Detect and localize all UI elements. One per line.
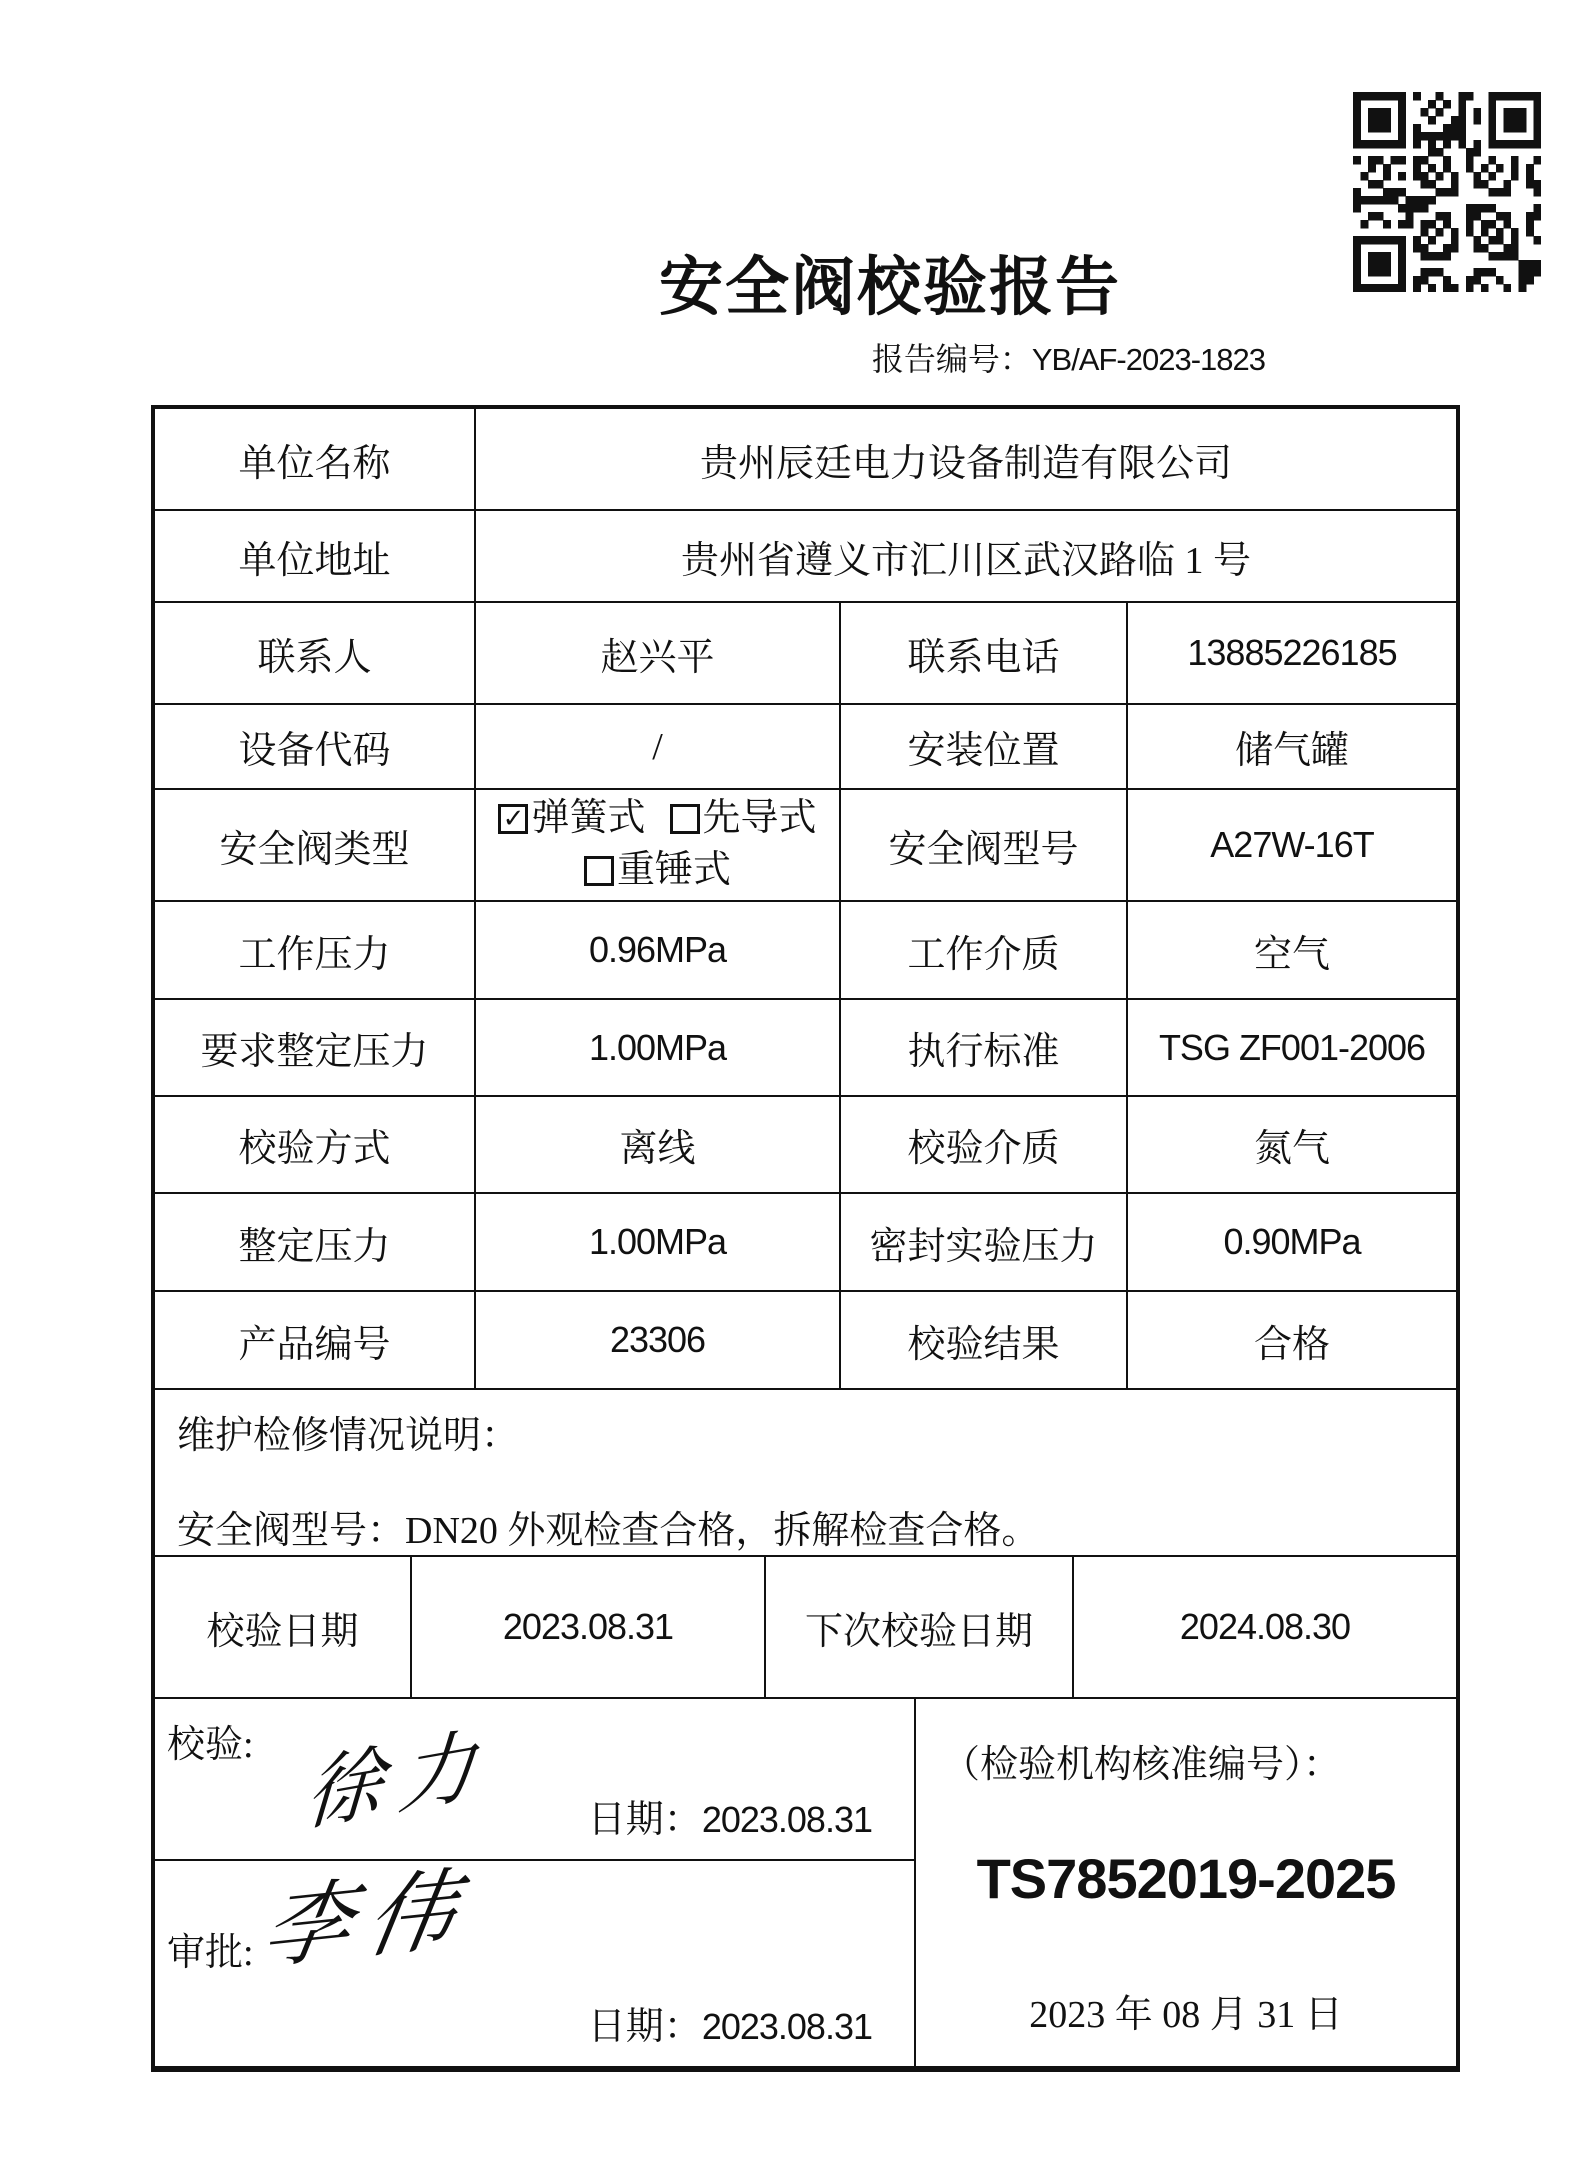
org-approval-cell (916, 1699, 1456, 2066)
table-row-contact (155, 603, 1456, 705)
field-unit-address-value: 贵州省遵义市汇川区武汉路临 1 号 (680, 539, 1251, 582)
table-row-required-set-pressure (155, 1000, 1456, 1097)
qr-code (1353, 92, 1541, 292)
field-phone-label: 联系电话 (841, 603, 1128, 703)
field-set-pressure-value: 1.00MPa (476, 1194, 841, 1290)
org-code-value: TS7852019-2025 (976, 1847, 1396, 1910)
field-working-pressure-value: 0.96MPa (476, 902, 841, 998)
field-working-medium-value: 空气 (1253, 933, 1330, 976)
verify-signature-cell (155, 1699, 914, 1861)
field-calibration-medium-value: 氮气 (1253, 1128, 1330, 1170)
org-code-label: （检验机构核准编号）： (942, 1744, 1342, 1786)
checkbox-unchecked-icon (584, 856, 614, 886)
field-calibration-date-label: 校验日期 (155, 1557, 412, 1697)
field-calibration-result-value: 合格 (1253, 1323, 1330, 1366)
field-product-no-label: 产品编号 (155, 1292, 476, 1388)
field-standard-value: TSG ZF001-2006 (1158, 1026, 1426, 1068)
field-unit-name-value: 贵州辰廷电力设备制造有限公司 (699, 442, 1232, 485)
table-row-unit-address (155, 511, 1456, 603)
report-number-label: 报告编号： (871, 341, 1032, 377)
table-row-device-code (155, 705, 1456, 790)
field-standard-label: 执行标准 (841, 1000, 1128, 1095)
maintenance-notes-content: 安全阀型号：DN20 外观检查合格，拆解检查合格。 (177, 1510, 1040, 1552)
field-valve-type-value (476, 790, 841, 900)
field-set-pressure-label: 整定压力 (155, 1194, 476, 1290)
field-next-calibration-date-label: 下次校验日期 (766, 1557, 1074, 1697)
field-contact-label: 联系人 (155, 603, 476, 703)
table-row-calibration-method (155, 1097, 1456, 1194)
valve-type-line1 (489, 796, 825, 842)
valve-type-option-spring-label: 弹簧式 (531, 797, 646, 840)
approve-signature-cell (155, 1861, 914, 2066)
verify-date-label: 日期： (587, 1799, 702, 1841)
approve-date (588, 1995, 872, 2050)
verify-date (588, 1788, 872, 1843)
field-install-location-label: 安装位置 (841, 705, 1128, 788)
field-required-set-pressure-value: 1.00MPa (476, 1000, 841, 1095)
table-row-working-pressure (155, 902, 1456, 1000)
valve-type-option-pilot (670, 796, 817, 842)
verify-label: 校验: (167, 1724, 254, 1766)
valve-type-option-pilot-label: 先导式 (702, 797, 817, 840)
table-row-product-no (155, 1292, 1456, 1390)
field-calibration-date-value: 2023.08.31 (412, 1557, 766, 1697)
field-seal-test-pressure-value: 0.90MPa (1223, 1221, 1361, 1262)
approve-date-label: 日期： (587, 2006, 702, 2048)
field-valve-type-label: 安全阀类型 (155, 790, 476, 900)
field-unit-address-label: 单位地址 (155, 511, 476, 601)
table-row-unit-name (155, 409, 1456, 511)
valve-type-option-weight-label: 重锤式 (616, 849, 731, 891)
field-working-pressure-label: 工作压力 (155, 902, 476, 998)
report-number (600, 334, 1265, 380)
maintenance-notes (155, 1390, 1456, 1555)
page-title: 安全阀校验报告 (659, 252, 1121, 323)
field-device-code-value: / (476, 705, 841, 788)
field-phone-value: 13885226185 (1187, 632, 1397, 673)
field-seal-test-pressure-label: 密封实验压力 (841, 1194, 1128, 1290)
verifier-signature: 徐力 (302, 1718, 495, 1841)
field-next-calibration-date-value: 2024.08.30 (1179, 1606, 1351, 1647)
valve-type-option-weight (584, 848, 731, 894)
checkbox-checked-icon: ✓ (498, 804, 528, 834)
table-row-set-pressure (155, 1194, 1456, 1292)
report-number-value: YB/AF-2023-1823 (1031, 342, 1265, 377)
field-required-set-pressure-label: 要求整定压力 (155, 1000, 476, 1095)
valve-type-option-spring (498, 796, 645, 842)
checkbox-unchecked-icon (670, 804, 700, 834)
maintenance-notes-title: 维护检修情况说明： (177, 1415, 520, 1457)
verify-date-value: 2023.08.31 (701, 1799, 872, 1840)
valve-type-line2 (575, 848, 740, 894)
field-calibration-method-value: 离线 (476, 1097, 841, 1192)
report-table (151, 405, 1460, 2072)
table-row-valve-type (155, 790, 1456, 902)
field-valve-model-label: 安全阀型号 (841, 790, 1128, 900)
field-calibration-result-label: 校验结果 (841, 1292, 1128, 1388)
approve-date-value: 2023.08.31 (701, 2006, 872, 2047)
field-working-medium-label: 工作介质 (841, 902, 1128, 998)
field-unit-name-label: 单位名称 (155, 409, 476, 509)
table-row-maintenance-notes (155, 1390, 1456, 1557)
field-contact-value: 赵兴平 (476, 603, 841, 703)
issue-date: 2023 年 08 月 31 日 (1029, 1994, 1343, 2036)
signature-left-column (155, 1699, 916, 2066)
approve-label: 审批: (167, 1932, 254, 1974)
approver-signature: 李伟 (255, 1860, 480, 1982)
field-device-code-label: 设备代码 (155, 705, 476, 788)
field-calibration-method-label: 校验方式 (155, 1097, 476, 1192)
field-product-no-value: 23306 (476, 1292, 841, 1388)
field-install-location-value: 储气罐 (1234, 730, 1349, 772)
field-valve-model-value: A27W-16T (1210, 824, 1374, 865)
table-row-calibration-dates (155, 1557, 1456, 1699)
field-calibration-medium-label: 校验介质 (841, 1097, 1128, 1192)
table-row-signatures (155, 1699, 1456, 2066)
